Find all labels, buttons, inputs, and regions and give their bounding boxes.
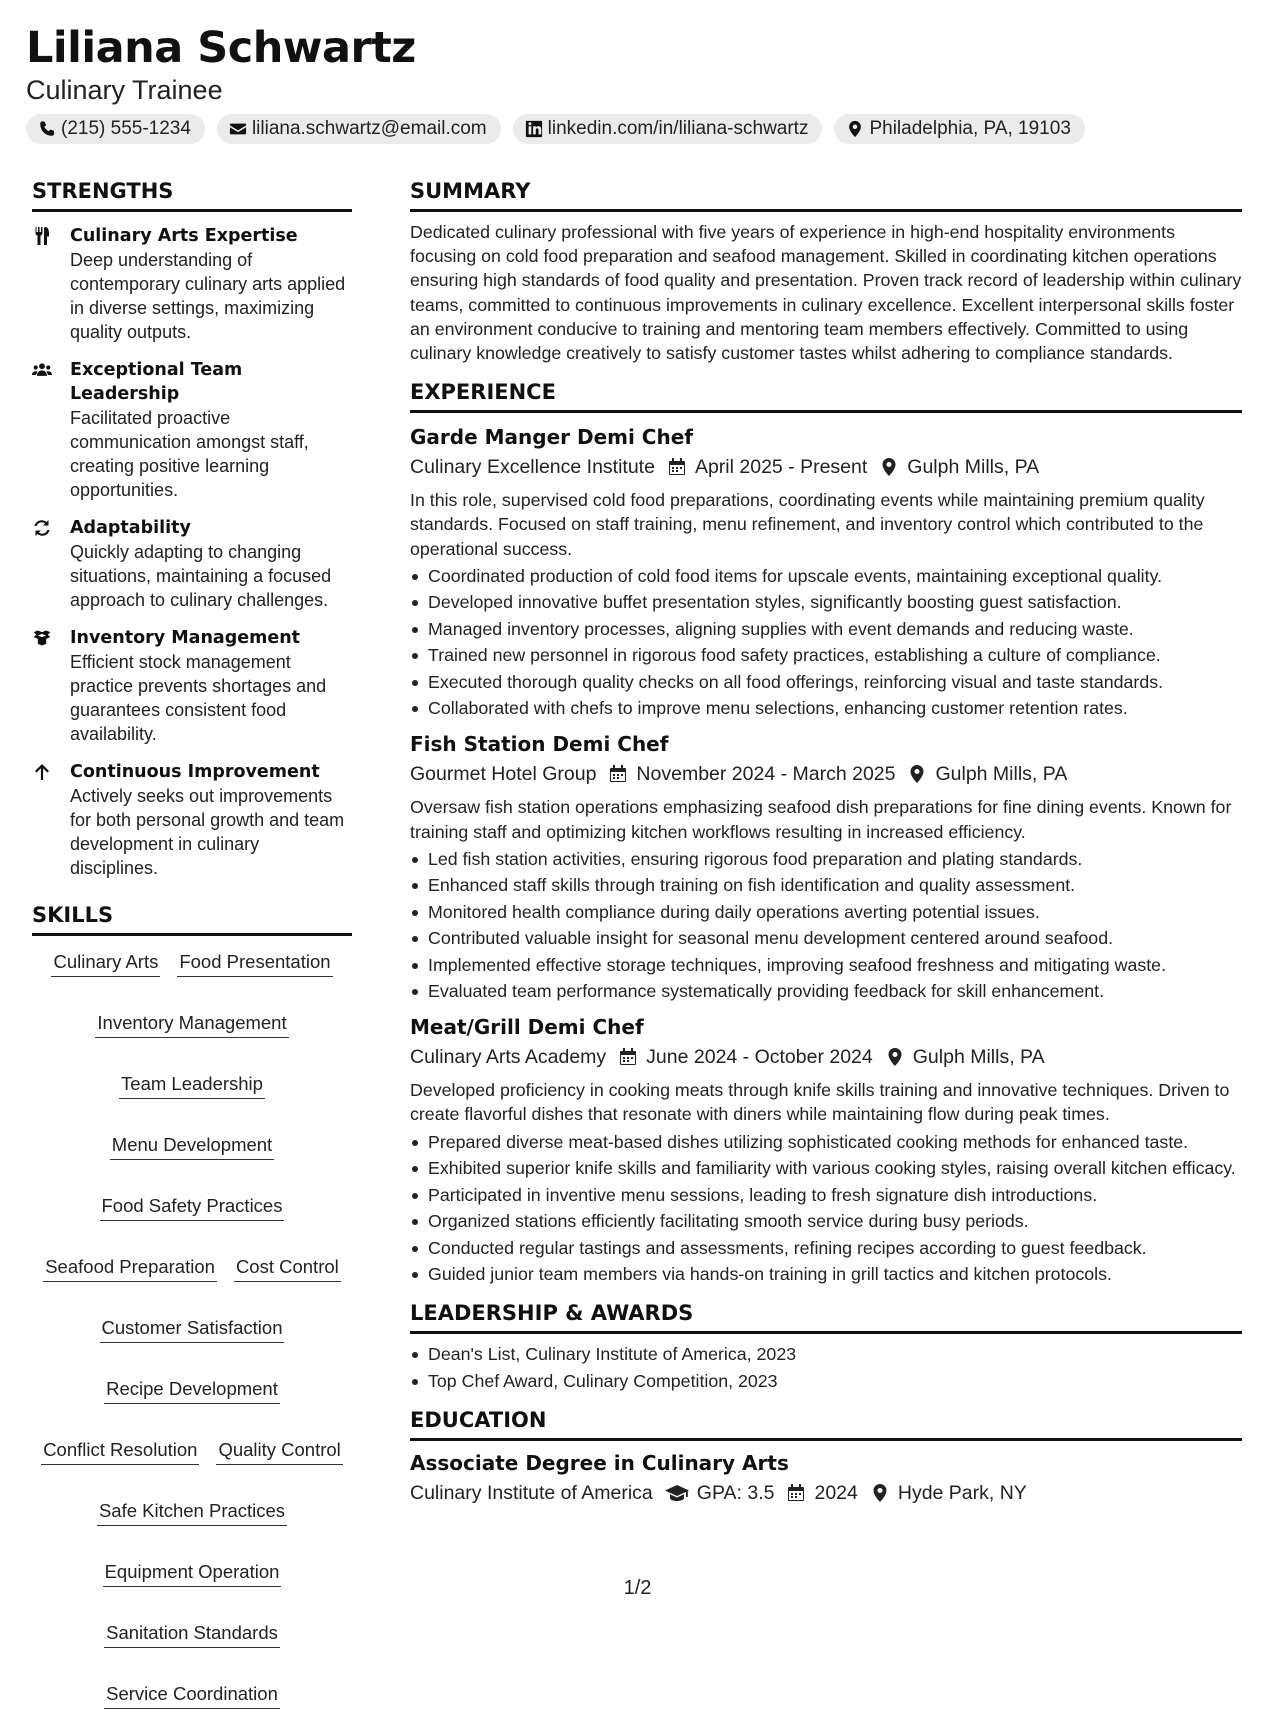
job-bullet: Trained new personnel in rigorous food safety practices, establishing a culture of compliance. — [410, 643, 1242, 667]
strength-item — [32, 358, 352, 502]
skill-tag: Conflict Resolution — [41, 1438, 199, 1465]
skill-tag: Service Coordination — [104, 1682, 280, 1709]
job-bullet: Led fish station activities, ensuring rigorous food preparation and plating standards. — [410, 847, 1242, 871]
job-bullets — [410, 564, 1242, 721]
skill-tag: Seafood Preparation — [43, 1255, 217, 1282]
summary-heading: SUMMARY — [410, 178, 1242, 212]
strength-title: Inventory Management — [70, 628, 301, 648]
skill-tag: Equipment Operation — [103, 1560, 282, 1587]
job-bullet: Enhanced staff skills through training on fish identification and quality assessment. — [410, 873, 1242, 897]
job-bullet: Managed inventory processes, aligning supplies with event demands and reducing waste. — [410, 617, 1242, 641]
strength-desc: Efficient stock management practice prevents shortages and guarantees consistent food availability. — [70, 652, 327, 744]
experience-heading: EXPERIENCE — [410, 379, 1242, 413]
candidate-name: Liliana Schwartz — [26, 23, 416, 73]
education-location: Hyde Park, NY — [897, 1481, 1027, 1504]
boxes-icon — [32, 628, 52, 648]
skill-tag: Recipe Development — [104, 1377, 280, 1404]
right-column — [410, 178, 1242, 1508]
skill-tag: Cost Control — [234, 1255, 341, 1282]
page-number: 1/2 — [623, 1577, 652, 1599]
map-pin-icon — [879, 457, 899, 477]
strength-title: Culinary Arts Expertise — [70, 226, 298, 246]
job-bullet: Coordinated production of cold food items for upscale events, maintaining exceptional quality. — [410, 564, 1242, 588]
job-dates: November 2024 - March 2025 — [636, 763, 896, 786]
job-title: Garde Manger Demi Chef — [410, 425, 693, 450]
utensils-icon — [32, 226, 52, 246]
job-bullet: Monitored health compliance during daily operations averting potential issues. — [410, 900, 1242, 924]
job-title: Fish Station Demi Chef — [410, 732, 669, 757]
strength-title: Exceptional Team Leadership — [70, 360, 243, 404]
skill-tag: Food Presentation — [177, 950, 332, 977]
award-item: Dean's List, Culinary Institute of America, 2023 — [410, 1342, 1242, 1366]
skill-tag: Safe Kitchen Practices — [97, 1499, 287, 1526]
job-title: Meat/Grill Demi Chef — [410, 1015, 644, 1040]
skills-heading: SKILLS — [32, 902, 352, 936]
job-entry — [410, 730, 1242, 1003]
map-pin-icon — [870, 1483, 890, 1503]
job-location: Gulph Mills, PA — [907, 456, 1040, 479]
calendar-icon — [667, 457, 687, 477]
job-bullet: Contributed valuable insight for seasonal menu development centered around seafood. — [410, 926, 1242, 950]
skill-tag: Quality Control — [216, 1438, 342, 1465]
strength-title: Adaptability — [70, 518, 191, 538]
strength-desc: Actively seeks out improvements for both personal growth and team development in culinary disciplines. — [70, 786, 345, 878]
awards-list — [410, 1342, 1242, 1393]
job-entry — [410, 1013, 1242, 1286]
skill-tag: Culinary Arts — [51, 950, 160, 977]
phone-text: (215) 555-1234 — [61, 118, 191, 139]
job-bullets — [410, 847, 1242, 1004]
job-meta — [410, 452, 1242, 482]
summary-text: Dedicated culinary professional with five years of experience in high-end hospitality environments focusing on cold food preparation and seafood management. Skilled in coordinating kitchen operations ensuring high standards of food quality and presentation. Proven track record of leadership within culinary teams, committed to continuous improvements in culinary excellence. Excellent interpersonal skills foster an environment conducive to training and mentoring team members effectively. Committed to using culinary knowledge creatively to satisfy customer tastes whilst adhering to compliance standards. — [410, 222, 1242, 364]
job-bullet: Executed thorough quality checks on all food offerings, reinforcing visual and taste standards. — [410, 670, 1242, 694]
calendar-icon — [786, 1483, 806, 1503]
map-pin-icon — [907, 764, 927, 784]
job-entry — [410, 423, 1242, 720]
job-dates: April 2025 - Present — [694, 456, 868, 479]
skill-tag: Inventory Management — [95, 1011, 288, 1038]
job-meta — [410, 759, 1242, 789]
job-bullet: Developed innovative buffet presentation styles, significantly boosting guest satisfaction. — [410, 590, 1242, 614]
strength-desc: Quickly adapting to changing situations, maintaining a focused approach to culinary challenges. — [70, 542, 332, 610]
job-description: Developed proficiency in cooking meats through knife skills training and innovative techniques. Driven to create flavorful dishes that resonate with diners while maintaining flow during peak times. — [410, 1080, 1230, 1125]
award-item: Top Chef Award, Culinary Competition, 2023 — [410, 1369, 1242, 1393]
job-bullet: Participated in inventive menu sessions, leading to fresh signature dish introductions. — [410, 1183, 1242, 1207]
job-description: In this role, supervised cold food preparations, coordinating events while maintaining premium quality standards. Focused on staff training, menu refinement, and inventory control which contributed to the operational success. — [410, 490, 1205, 559]
job-bullet: Evaluated team performance systematically providing feedback for skill enhancement. — [410, 979, 1242, 1003]
linkedin-icon — [525, 120, 543, 138]
education-entry — [410, 1449, 1242, 1508]
job-bullet: Prepared diverse meat-based dishes utilizing sophisticated cooking methods for enhanced taste. — [410, 1130, 1242, 1154]
skill-tag: Team Leadership — [119, 1072, 265, 1099]
job-bullet: Conducted regular tastings and assessments, refining recipes according to guest feedback. — [410, 1236, 1242, 1260]
job-bullet: Organized stations efficiently facilitating smooth service during busy periods. — [410, 1209, 1242, 1233]
strength-title: Continuous Improvement — [70, 762, 320, 782]
job-bullet: Collaborated with chefs to improve menu selections, enhancing customer retention rates. — [410, 696, 1242, 720]
job-dates: June 2024 - October 2024 — [646, 1046, 873, 1069]
resume-header — [26, 22, 1085, 144]
job-bullet: Guided junior team members via hands-on training in grill tactics and kitchen protocols. — [410, 1262, 1242, 1286]
contact-location[interactable] — [834, 114, 1084, 144]
arrow-up-icon — [32, 762, 52, 782]
candidate-role: Culinary Trainee — [26, 75, 223, 105]
education-heading: EDUCATION — [410, 1407, 1242, 1441]
job-company: Culinary Arts Academy — [410, 1046, 607, 1069]
contact-bar — [26, 114, 1085, 144]
strengths-list — [32, 212, 352, 880]
job-meta — [410, 1042, 1242, 1072]
users-icon — [32, 360, 52, 380]
phone-icon — [38, 120, 56, 138]
contact-email[interactable] — [217, 114, 501, 144]
skill-tag: Customer Satisfaction — [100, 1316, 285, 1343]
degree-title: Associate Degree in Culinary Arts — [410, 1450, 789, 1475]
left-column — [32, 178, 352, 1709]
strength-desc: Deep understanding of contemporary culinary arts applied in diverse settings, maximizing quality outputs. — [70, 250, 346, 342]
linkedin-text: linkedin.com/in/liliana-schwartz — [547, 118, 809, 139]
skill-tag: Sanitation Standards — [104, 1621, 280, 1648]
calendar-icon — [608, 764, 628, 784]
strength-item — [32, 760, 352, 880]
strength-item — [32, 224, 352, 344]
job-company: Gourmet Hotel Group — [410, 763, 597, 786]
job-bullet: Exhibited superior knife skills and familiarity with various cooking styles, raising overall kitchen efficacy. — [410, 1156, 1242, 1180]
envelope-icon — [229, 120, 247, 138]
job-description: Oversaw fish station operations emphasizing seafood dish preparations for fine dining events. Known for training staff and optimizing kitchen workflows resulting in increased efficiency. — [410, 797, 1232, 842]
job-location: Gulph Mills, PA — [935, 763, 1068, 786]
map-pin-icon — [885, 1047, 905, 1067]
location-text: Philadelphia, PA, 19103 — [869, 118, 1071, 139]
map-pin-icon — [846, 120, 864, 138]
gpa-text: GPA: 3.5 — [696, 1481, 775, 1504]
education-meta — [410, 1478, 1242, 1508]
contact-phone[interactable] — [26, 114, 205, 144]
strengths-heading: STRENGTHS — [32, 178, 352, 212]
contact-linkedin[interactable] — [513, 114, 823, 144]
school-name: Culinary Institute of America — [410, 1481, 653, 1504]
job-company: Culinary Excellence Institute — [410, 456, 655, 479]
sync-icon — [32, 518, 52, 538]
email-text: liliana.schwartz@email.com — [251, 118, 487, 139]
education-year: 2024 — [814, 1481, 858, 1504]
strength-desc: Facilitated proactive communication amongst staff, creating positive learning opportunities. — [70, 408, 309, 500]
strength-item — [32, 516, 352, 612]
skill-tag: Food Safety Practices — [100, 1194, 285, 1221]
graduation-cap-icon — [665, 1483, 689, 1503]
job-bullet: Implemented effective storage techniques, improving seafood freshness and mitigating waste. — [410, 953, 1242, 977]
job-bullets — [410, 1130, 1242, 1287]
strength-item — [32, 626, 352, 746]
job-location: Gulph Mills, PA — [912, 1046, 1045, 1069]
calendar-icon — [618, 1047, 638, 1067]
skill-tag: Menu Development — [110, 1133, 274, 1160]
awards-heading: LEADERSHIP & AWARDS — [410, 1300, 1242, 1334]
